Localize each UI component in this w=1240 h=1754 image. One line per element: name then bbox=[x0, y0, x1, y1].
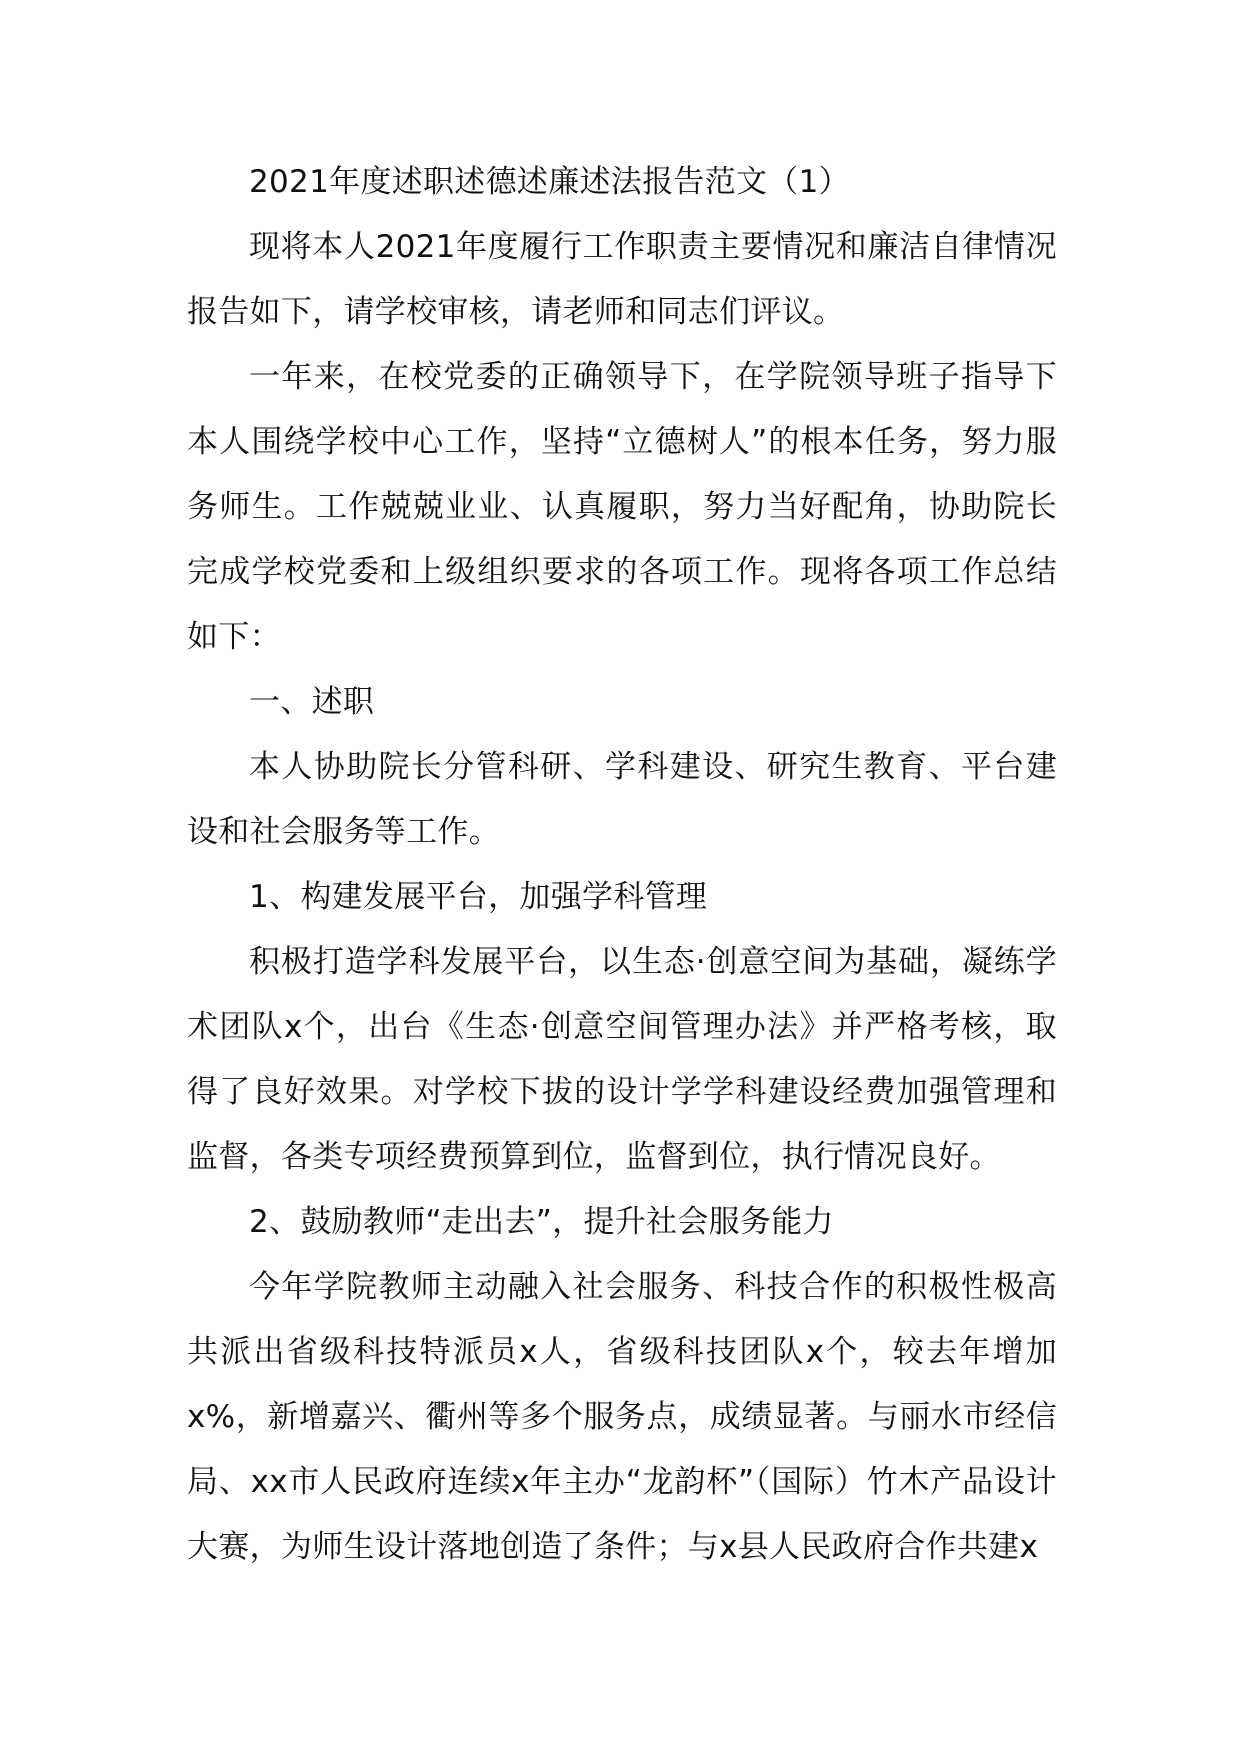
document-page bbox=[187, 150, 1057, 1580]
subheading-platform: 1、构建发展平台，加强学科管理 bbox=[249, 879, 708, 915]
summary-paragraph: 一年来，在校党委的正确领导下，在学院领导班子指导下本人围绕学校中心工作，坚持“立德树人”的根本任务，努力服务师生。工作兢兢业业、认真履职，努力当好配角，协助院长完成学校党委和上级组织要求的各项工作。现将各项工作总结如下： bbox=[187, 359, 1057, 655]
section-heading-duty: 一、述职 bbox=[249, 684, 375, 720]
responsibility-paragraph: 本人协助院长分管科研、学科建设、研究生教育、平台建设和社会服务等工作。 bbox=[187, 749, 1057, 850]
document-title: 2021年度述职述德述廉述法报告范文（1） bbox=[249, 164, 850, 200]
social-service-paragraph: 今年学院教师主动融入社会服务、科技合作的积极性极高共派出省级科技特派员x人，省级科技团队x个，较去年增加x%，新增嘉兴、衢州等多个服务点，成绩显著。与丽水市经信局、xx市人民政府连续x年主办“龙韵杯”（国际）竹木产品设计大赛，为师生设计落地创造了条件；与x县人民政府合作共建x bbox=[187, 1269, 1057, 1565]
intro-paragraph: 现将本人2021年度履行工作职责主要情况和廉洁自律情况报告如下，请学校审核，请老师和同志们评议。 bbox=[187, 229, 1057, 330]
platform-paragraph: 积极打造学科发展平台，以生态·创意空间为基础，凝练学术团队x个，出台《生态·创意空间管理办法》并严格考核，取得了良好效果。对学校下拔的设计学学科建设经费加强管理和监督，各类专项经费预算到位，监督到位，执行情况良好。 bbox=[187, 944, 1057, 1175]
subheading-social-service: 2、鼓励教师“走出去”，提升社会服务能力 bbox=[249, 1204, 834, 1240]
